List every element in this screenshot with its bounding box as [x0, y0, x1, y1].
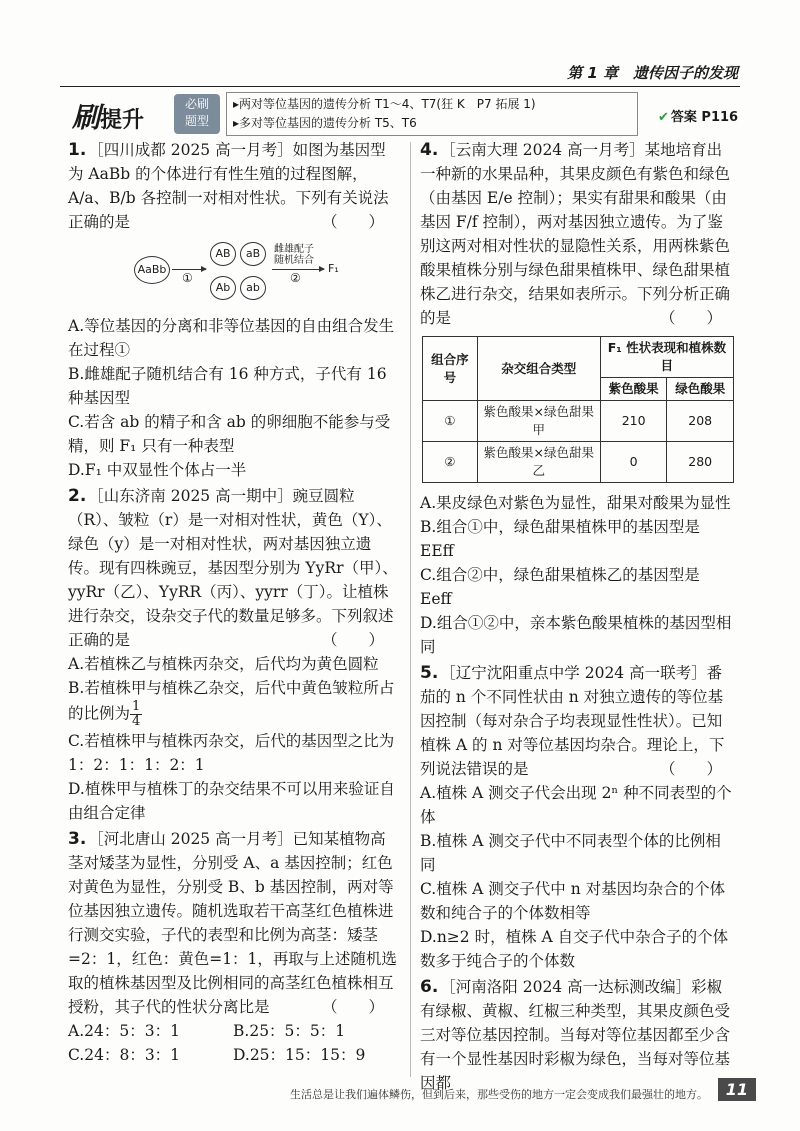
- option-b[interactable]: B.若植株甲与植株乙杂交，后代中黄色皱粒所占的比例为 $\frac{1}{4}$: [68, 679, 395, 729]
- option-d[interactable]: D.组合①②中，亲本紫色酸果植株的基因型相同: [420, 614, 732, 656]
- table-header: 杂交组合类型: [477, 337, 600, 401]
- option-a[interactable]: A.24：5：3：1: [68, 1022, 180, 1040]
- chapter-title: 第 1 章 遗传因子的发现: [567, 64, 738, 82]
- table-header: 紫色酸果: [600, 378, 667, 401]
- option-d[interactable]: D.n≥2 时，植株 A 自交子代中杂合子的个体数多于纯合子的个体数: [420, 928, 729, 970]
- checkmark-icon: ✔: [658, 110, 669, 125]
- right-column: [420, 138, 736, 1097]
- table-row: ② 紫色酸果×绿色甜果乙 0 280: [423, 442, 734, 483]
- arrow-icon: [172, 269, 206, 270]
- topic-badge: 必刷 题型: [174, 94, 220, 134]
- gamete-diagram: AaBb ① AB aB Ab ab 雌雄配子 随机结合 ② F₁: [68, 238, 398, 308]
- option-c[interactable]: C.24：8：3：1: [68, 1046, 181, 1064]
- option-a[interactable]: A.果皮绿色对紫色为显性，甜果对酸果为显性: [420, 494, 731, 512]
- option-d[interactable]: D.25：15：15：9: [233, 1046, 366, 1064]
- question-1: 1. ［四川成都 2025 高一月考］如图为基因型为 AaBb 的个体进行有性生殖的过程图解，A/a、B/b 各控制一对相对性状。下列有关说法正确的是 （ ） AaBb ① AB aB Ab ab 雌雄配子 随机结合 ② F₁ A.等位基因的分离和非等位基因的自由组合发生在过程① B.雌雄配子随机结合有 16 种方式，子代有 16 种基因型 C.若含 ab 的精子和含 ab 的卵细胞不能参与受精，则 F₁ 只有一种表型 D.F₁ 中双显性个体占一半: [68, 138, 398, 482]
- column-divider: [410, 142, 411, 1077]
- table-header: 组合序号: [423, 337, 478, 401]
- gamete-circle: aB: [240, 242, 266, 266]
- option-c[interactable]: C.若含 ab 的精子和含 ab 的卵细胞不能参与受精，则 F₁ 只有一种表型: [68, 413, 391, 455]
- question-3: 3. ［河北唐山 2025 高一月考］已知某植物高茎对矮茎为显性，分别受 A、a 基因控制；红色对黄色为显性，分别受 B、b 基因控制，两对等位基因独立遗传。随机选取若干高茎红色植株进行测交实验，子代的表型和比例为高茎：矮茎=2：1，红色：黄色=1：1，再取与上述随机选取的植株基因型及比例相同的高茎红色植株相互授粉，其子代的性状分离比是 （ ） A.24：5：3：1 B.25：5：5：1 C.24：8：3：1 D.25：15：15：9: [68, 827, 398, 1067]
- topic-item: ▸多对等位基因的遗传分析 T5、T6: [233, 116, 417, 130]
- brand-logo: 刷提升: [72, 101, 145, 134]
- option-d[interactable]: D.F₁ 中双显性个体占一半: [68, 461, 247, 479]
- topic-item: ▸两对等位基因的遗传分析 T1～4、T7(狂 K P7 拓展 1): [233, 97, 536, 111]
- question-5: 5. ［辽宁沈阳重点中学 2024 高一联考］番茄的 n 个不同性状由 n 对独立遗传的等位基因控制（每对杂合子均表现显性性状）。已知植株 A 的 n 对等位基因均杂合。理论上，下列说法错误的是 （ ） A.植株 A 测交子代会出现 2ⁿ 种不同表型的个体 B.植株 A 测交子代中不同表型个体的比例相同 C.植株 A 测交子代中 n 对基因均杂合的个体数和纯合子的个体数相等 D.n≥2 时，植株 A 自交子代中杂合子的个体数多于纯合子的个体数: [420, 661, 736, 973]
- page-number: 11: [718, 1078, 756, 1101]
- option-c[interactable]: C.组合②中，绿色甜果植株乙的基因型是 Eeff: [420, 566, 700, 608]
- option-c[interactable]: C.若植株甲与植株丙杂交，后代的基因型之比为 1：2：1：1：2：1: [68, 732, 395, 774]
- footer-motto: 生活总是让我们遍体鳞伤，但到后来，那些受伤的地方一定会变成我们最强壮的地方。: [290, 1088, 708, 1101]
- arrow-icon: [272, 269, 324, 270]
- fraction: $\frac{1}{4}$: [132, 699, 141, 729]
- parent-circle: AaBb: [134, 256, 170, 284]
- gamete-circle: ab: [240, 276, 266, 300]
- option-a[interactable]: A.若植株乙与植株丙杂交，后代均为黄色圆粒: [68, 655, 379, 673]
- topic-list: [226, 92, 638, 136]
- option-c[interactable]: C.植株 A 测交子代中 n 对基因均杂合的个体数和纯合子的个体数相等: [420, 880, 726, 922]
- gamete-circle: AB: [210, 242, 236, 266]
- question-6: 6. ［河南洛阳 2024 高一达标测改编］彩椒有绿椒、黄椒、红椒三种类型，其果皮颜色受三对等位基因控制。当每对等位基因都至少含有一个显性基因时彩椒为绿色，当每对等位基因都: [420, 977, 731, 1092]
- option-b[interactable]: B.25：5：5：1: [233, 1022, 346, 1040]
- table-row: ① 紫色酸果×绿色甜果甲 210 208: [423, 401, 734, 442]
- option-b[interactable]: B.植株 A 测交子代中不同表型个体的比例相同: [420, 832, 721, 874]
- question-2: 2. ［山东济南 2025 高一期中］豌豆圆粒（R）、皱粒（r）是一对相对性状，黄色（Y）、绿色（y）是一对相对性状，两对基因独立遗传。现有四株豌豆，基因型分别为 YyRr（甲）、yyRr（乙）、YyRR（丙）、yyrr（丁）。让植株进行杂交，设杂交子代的数量足够多。下列叙述正确的是 （ ） A.若植株乙与植株丙杂交，后代均为黄色圆粒 B.若植株甲与植株乙杂交，后代中黄色皱粒所占的比例为 $\frac{1}{4}$ C.若植株甲与植株丙杂交，后代的基因型之比为 1：2：1：1：2：1 D.植株甲与植株丁的杂交结果不可以用来验证自由组合定律: [68, 484, 398, 825]
- option-d[interactable]: D.植株甲与植株丁的杂交结果不可以用来验证自由组合定律: [68, 780, 395, 822]
- results-table: [422, 336, 734, 483]
- option-b[interactable]: B.雌雄配子随机结合有 16 种方式，子代有 16 种基因型: [68, 365, 387, 407]
- answer-reference[interactable]: ✔ 答案 P116: [658, 110, 739, 125]
- gamete-circle: Ab: [210, 276, 236, 300]
- option-b[interactable]: B.组合①中，绿色甜果植株甲的基因型是 EEff: [420, 518, 700, 560]
- table-header: 绿色酸果: [667, 378, 734, 401]
- header-rule: [60, 86, 740, 87]
- question-4: 4. ［云南大理 2024 高一月考］某地培育出一种新的水果品种，其果皮颜色有紫色和绿色（由基因 E/e 控制）；果实有甜果和酸果（由基因 F/f 控制），两对基因独立遗传。为了鉴别这两对相对性状的显隐性关系，用两株紫色酸果植株分别与绿色甜果植株甲、绿色甜果植株乙进行杂交，结果如表所示。下列分析正确的是 （ ） 组合序号 杂交组合类型 F₁ 性状表现和植株数目 紫色酸果 绿色酸果 ① 紫色酸果×绿色甜果甲 210 208 ② 紫色酸果×绿色甜果乙 0 280 A.果皮绿色对紫色为显性，甜果对酸果为显性 B.组合①中，绿色甜果植株甲的基因型是 EEff C.组合②中，绿色甜果植株乙的基因型是 Eeff D.组合①②中，亲本紫色酸果植株的基因型相同: [420, 138, 736, 659]
- left-column: [68, 138, 398, 1069]
- option-a[interactable]: A.植株 A 测交子代会出现 2ⁿ 种不同表型的个体: [420, 784, 732, 826]
- option-a[interactable]: A.等位基因的分离和非等位基因的自由组合发生在过程①: [68, 317, 395, 359]
- table-header: F₁ 性状表现和植株数目: [600, 337, 733, 378]
